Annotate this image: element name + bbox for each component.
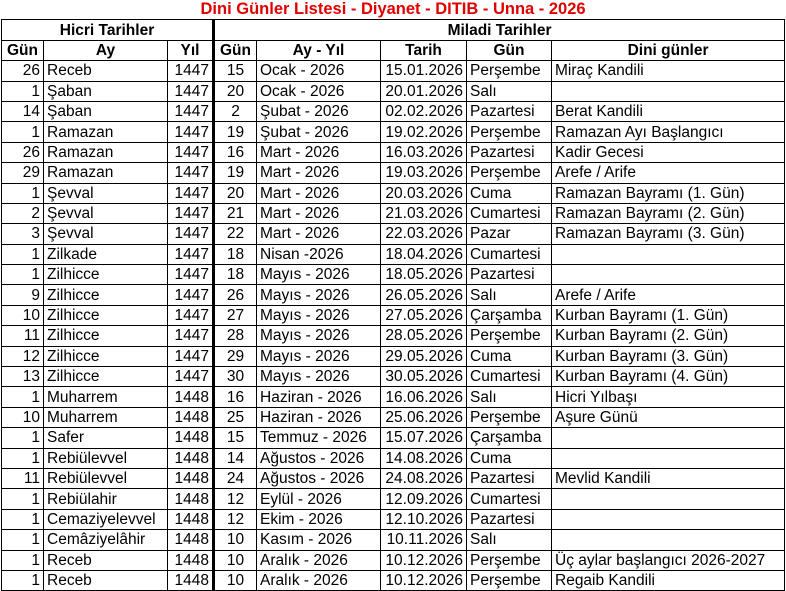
- hicri-day-cell: 3: [2, 224, 44, 244]
- table-row: [2, 142, 785, 162]
- date-cell: 12.09.2026: [381, 489, 467, 509]
- miladi-day-cell: 21: [214, 203, 257, 223]
- miladi-month-year-cell: Mayıs - 2026: [257, 305, 381, 325]
- date-cell: 18.04.2026: [381, 244, 467, 264]
- religious-day-cell: Kurban Bayramı (3. Gün): [552, 346, 785, 366]
- col-hicri-ay: Ay: [44, 40, 168, 60]
- religious-day-cell: [552, 489, 785, 509]
- miladi-month-year-cell: Ekim - 2026: [257, 509, 381, 529]
- religious-day-cell: Kadir Gecesi: [552, 142, 785, 162]
- table-row: [2, 387, 785, 407]
- weekday-cell: Cumartesi: [467, 367, 552, 387]
- hicri-year-cell: 1447: [168, 285, 214, 305]
- miladi-month-year-cell: Mart - 2026: [257, 142, 381, 162]
- religious-day-cell: Hicri Yılbaşı: [552, 387, 785, 407]
- hicri-month-cell: Zilhicce: [44, 346, 168, 366]
- table-row: [2, 224, 785, 244]
- miladi-month-year-cell: Temmuz - 2026: [257, 428, 381, 448]
- hicri-year-cell: 1447: [168, 346, 214, 366]
- hicri-day-cell: 1: [2, 183, 44, 203]
- hicri-day-cell: 2: [2, 203, 44, 223]
- hicri-month-cell: Muharrem: [44, 387, 168, 407]
- title-row: [2, 0, 785, 20]
- hicri-day-cell: 1: [2, 387, 44, 407]
- hicri-month-cell: Zilhicce: [44, 265, 168, 285]
- religious-day-cell: Ramazan Bayramı (2. Gün): [552, 203, 785, 223]
- hicri-day-cell: 1: [2, 265, 44, 285]
- hicri-year-cell: 1447: [168, 101, 214, 121]
- weekday-cell: Salı: [467, 81, 552, 101]
- weekday-cell: Çarşamba: [467, 428, 552, 448]
- hicri-month-cell: Zilkade: [44, 244, 168, 264]
- table-row: [2, 265, 785, 285]
- religious-day-cell: Ramazan Bayramı (1. Gün): [552, 183, 785, 203]
- hicri-year-cell: 1448: [168, 570, 214, 590]
- religious-day-cell: [552, 81, 785, 101]
- table-row: [2, 163, 785, 183]
- miladi-day-cell: 12: [214, 509, 257, 529]
- table-row: [2, 530, 785, 550]
- weekday-cell: Cumartesi: [467, 489, 552, 509]
- hicri-month-cell: Receb: [44, 61, 168, 81]
- miladi-day-cell: 28: [214, 326, 257, 346]
- miladi-month-year-cell: Aralık - 2026: [257, 550, 381, 570]
- weekday-cell: Cumartesi: [467, 203, 552, 223]
- religious-day-cell: [552, 265, 785, 285]
- weekday-cell: Salı: [467, 387, 552, 407]
- table-row: [2, 285, 785, 305]
- religious-day-cell: Miraç Kandili: [552, 61, 785, 81]
- miladi-month-year-cell: Haziran - 2026: [257, 407, 381, 427]
- hicri-year-cell: 1448: [168, 468, 214, 488]
- col-weekday: Gün: [467, 40, 552, 60]
- miladi-month-year-cell: Ağustos - 2026: [257, 468, 381, 488]
- miladi-day-cell: 26: [214, 285, 257, 305]
- weekday-cell: Perşembe: [467, 570, 552, 590]
- religious-day-cell: Arefe / Arife: [552, 285, 785, 305]
- table-row: [2, 367, 785, 387]
- table-row: [2, 489, 785, 509]
- sheet-title: Dini Günler Listesi - Diyanet - DITIB - Unna - 2026: [200, 0, 586, 19]
- hicri-day-cell: 26: [2, 61, 44, 81]
- hicri-day-cell: 1: [2, 448, 44, 468]
- hicri-year-cell: 1447: [168, 326, 214, 346]
- date-cell: 25.06.2026: [381, 407, 467, 427]
- miladi-month-year-cell: Mayıs - 2026: [257, 285, 381, 305]
- weekday-cell: Cumartesi: [467, 244, 552, 264]
- hicri-year-cell: 1447: [168, 244, 214, 264]
- weekday-cell: Pazartesi: [467, 142, 552, 162]
- miladi-day-cell: 27: [214, 305, 257, 325]
- miladi-day-cell: 19: [214, 122, 257, 142]
- hicri-day-cell: 29: [2, 163, 44, 183]
- hicri-day-cell: 10: [2, 305, 44, 325]
- weekday-cell: Perşembe: [467, 326, 552, 346]
- col-hicri-yil: Yıl: [168, 40, 214, 60]
- hicri-month-cell: Rebiülevvel: [44, 468, 168, 488]
- hicri-year-cell: 1447: [168, 203, 214, 223]
- date-cell: 18.05.2026: [381, 265, 467, 285]
- miladi-month-year-cell: Eylül - 2026: [257, 489, 381, 509]
- miladi-day-cell: 12: [214, 489, 257, 509]
- miladi-month-year-cell: Haziran - 2026: [257, 387, 381, 407]
- miladi-day-cell: 16: [214, 387, 257, 407]
- hicri-year-cell: 1447: [168, 61, 214, 81]
- date-cell: 20.03.2026: [381, 183, 467, 203]
- table-row: [2, 61, 785, 81]
- hicri-year-cell: 1447: [168, 183, 214, 203]
- date-cell: 10.12.2026: [381, 550, 467, 570]
- weekday-cell: Perşembe: [467, 407, 552, 427]
- religious-day-cell: Regaib Kandili: [552, 570, 785, 590]
- hicri-day-cell: 1: [2, 509, 44, 529]
- hicri-year-cell: 1448: [168, 550, 214, 570]
- date-cell: 26.05.2026: [381, 285, 467, 305]
- hicri-day-cell: 26: [2, 142, 44, 162]
- date-cell: 15.01.2026: [381, 61, 467, 81]
- hicri-year-cell: 1448: [168, 387, 214, 407]
- hicri-day-cell: 1: [2, 570, 44, 590]
- hicri-month-cell: Ramazan: [44, 163, 168, 183]
- weekday-cell: Pazartesi: [467, 468, 552, 488]
- hicri-month-cell: Ramazan: [44, 142, 168, 162]
- miladi-month-year-cell: Mart - 2026: [257, 224, 381, 244]
- hicri-group-header: Hicri Tarihler: [2, 20, 214, 40]
- miladi-day-cell: 24: [214, 468, 257, 488]
- weekday-cell: Cuma: [467, 346, 552, 366]
- religious-day-cell: [552, 244, 785, 264]
- table-row: [2, 570, 785, 590]
- hicri-month-cell: Şaban: [44, 101, 168, 121]
- table-row: [2, 244, 785, 264]
- date-cell: 22.03.2026: [381, 224, 467, 244]
- hicri-year-cell: 1447: [168, 265, 214, 285]
- hicri-month-cell: Cemaziyelevvel: [44, 509, 168, 529]
- religious-day-cell: Ramazan Ayı Başlangıcı: [552, 122, 785, 142]
- column-header-row: [2, 40, 785, 60]
- miladi-day-cell: 25: [214, 407, 257, 427]
- date-cell: 20.01.2026: [381, 81, 467, 101]
- hicri-day-cell: 1: [2, 81, 44, 101]
- miladi-day-cell: 15: [214, 61, 257, 81]
- hicri-day-cell: 1: [2, 530, 44, 550]
- hicri-year-cell: 1447: [168, 305, 214, 325]
- hicri-year-cell: 1448: [168, 509, 214, 529]
- hicri-day-cell: 12: [2, 346, 44, 366]
- date-cell: 21.03.2026: [381, 203, 467, 223]
- hicri-year-cell: 1447: [168, 224, 214, 244]
- date-cell: 28.05.2026: [381, 326, 467, 346]
- hicri-year-cell: 1448: [168, 407, 214, 427]
- dini-gunler-table: [1, 0, 785, 591]
- miladi-month-year-cell: Mart - 2026: [257, 163, 381, 183]
- hicri-year-cell: 1447: [168, 142, 214, 162]
- hicri-month-cell: Safer: [44, 428, 168, 448]
- weekday-cell: Salı: [467, 530, 552, 550]
- religious-day-cell: Kurban Bayramı (4. Gün): [552, 367, 785, 387]
- group-header-row: [2, 20, 785, 40]
- miladi-month-year-cell: Mart - 2026: [257, 183, 381, 203]
- miladi-day-cell: 16: [214, 142, 257, 162]
- table-row: [2, 122, 785, 142]
- miladi-month-year-cell: Şubat - 2026: [257, 101, 381, 121]
- hicri-month-cell: Receb: [44, 570, 168, 590]
- miladi-month-year-cell: Şubat - 2026: [257, 122, 381, 142]
- religious-day-cell: Üç aylar başlangıcı 2026-2027: [552, 550, 785, 570]
- date-cell: 16.03.2026: [381, 142, 467, 162]
- miladi-day-cell: 30: [214, 367, 257, 387]
- col-miladi-ay-yil: Ay - Yıl: [257, 40, 381, 60]
- hicri-month-cell: Şevval: [44, 203, 168, 223]
- hicri-day-cell: 1: [2, 122, 44, 142]
- weekday-cell: Perşembe: [467, 163, 552, 183]
- miladi-month-year-cell: Mayıs - 2026: [257, 265, 381, 285]
- hicri-month-cell: Receb: [44, 550, 168, 570]
- miladi-month-year-cell: Mayıs - 2026: [257, 346, 381, 366]
- hicri-day-cell: 9: [2, 285, 44, 305]
- weekday-cell: Perşembe: [467, 550, 552, 570]
- miladi-month-year-cell: Aralık - 2026: [257, 570, 381, 590]
- religious-day-cell: Mevlid Kandili: [552, 468, 785, 488]
- hicri-year-cell: 1448: [168, 428, 214, 448]
- date-cell: 02.02.2026: [381, 101, 467, 121]
- weekday-cell: Çarşamba: [467, 305, 552, 325]
- hicri-year-cell: 1447: [168, 81, 214, 101]
- miladi-month-year-cell: Mayıs - 2026: [257, 367, 381, 387]
- hicri-month-cell: Şaban: [44, 81, 168, 101]
- hicri-year-cell: 1447: [168, 163, 214, 183]
- miladi-day-cell: 10: [214, 530, 257, 550]
- hicri-month-cell: Rebiülahir: [44, 489, 168, 509]
- date-cell: 19.03.2026: [381, 163, 467, 183]
- miladi-day-cell: 15: [214, 428, 257, 448]
- religious-day-cell: Aşure Günü: [552, 407, 785, 427]
- religious-day-cell: [552, 509, 785, 529]
- hicri-month-cell: Zilhicce: [44, 285, 168, 305]
- table-row: [2, 326, 785, 346]
- table-row: [2, 101, 785, 121]
- miladi-month-year-cell: Mart - 2026: [257, 203, 381, 223]
- hicri-month-cell: Zilhicce: [44, 305, 168, 325]
- miladi-month-year-cell: Ocak - 2026: [257, 61, 381, 81]
- weekday-cell: Pazartesi: [467, 509, 552, 529]
- religious-day-cell: [552, 448, 785, 468]
- hicri-month-cell: Ramazan: [44, 122, 168, 142]
- hicri-day-cell: 1: [2, 489, 44, 509]
- table-row: [2, 550, 785, 570]
- miladi-month-year-cell: Mayıs - 2026: [257, 326, 381, 346]
- hicri-month-cell: Şevval: [44, 183, 168, 203]
- table-row: [2, 509, 785, 529]
- hicri-month-cell: Muharrem: [44, 407, 168, 427]
- miladi-month-year-cell: Ağustos - 2026: [257, 448, 381, 468]
- date-cell: 27.05.2026: [381, 305, 467, 325]
- hicri-month-cell: Cemâziyelâhir: [44, 530, 168, 550]
- hicri-year-cell: 1447: [168, 122, 214, 142]
- religious-day-cell: Berat Kandili: [552, 101, 785, 121]
- religious-day-cell: Kurban Bayramı (1. Gün): [552, 305, 785, 325]
- miladi-day-cell: 10: [214, 550, 257, 570]
- miladi-day-cell: 22: [214, 224, 257, 244]
- date-cell: 30.05.2026: [381, 367, 467, 387]
- weekday-cell: Pazartesi: [467, 101, 552, 121]
- miladi-day-cell: 2: [214, 101, 257, 121]
- miladi-day-cell: 14: [214, 448, 257, 468]
- table-row: [2, 81, 785, 101]
- date-cell: 14.08.2026: [381, 448, 467, 468]
- miladi-day-cell: 20: [214, 81, 257, 101]
- hicri-day-cell: 1: [2, 244, 44, 264]
- date-cell: 10.11.2026: [381, 530, 467, 550]
- weekday-cell: Perşembe: [467, 61, 552, 81]
- hicri-day-cell: 11: [2, 326, 44, 346]
- hicri-day-cell: 11: [2, 468, 44, 488]
- date-cell: 10.12.2026: [381, 570, 467, 590]
- col-tarih: Tarih: [381, 40, 467, 60]
- table-row: [2, 428, 785, 448]
- weekday-cell: Pazar: [467, 224, 552, 244]
- weekday-cell: Cuma: [467, 448, 552, 468]
- hicri-day-cell: 13: [2, 367, 44, 387]
- table-row: [2, 448, 785, 468]
- religious-day-cell: Ramazan Bayramı (3. Gün): [552, 224, 785, 244]
- date-cell: 24.08.2026: [381, 468, 467, 488]
- weekday-cell: Pazartesi: [467, 265, 552, 285]
- col-hicri-gun: Gün: [2, 40, 44, 60]
- hicri-year-cell: 1448: [168, 489, 214, 509]
- weekday-cell: Cuma: [467, 183, 552, 203]
- weekday-cell: Salı: [467, 285, 552, 305]
- date-cell: 15.07.2026: [381, 428, 467, 448]
- hicri-month-cell: Zilhicce: [44, 326, 168, 346]
- miladi-day-cell: 19: [214, 163, 257, 183]
- date-cell: 29.05.2026: [381, 346, 467, 366]
- weekday-cell: Perşembe: [467, 122, 552, 142]
- religious-day-cell: [552, 428, 785, 448]
- date-cell: 12.10.2026: [381, 509, 467, 529]
- hicri-year-cell: 1448: [168, 530, 214, 550]
- hicri-month-cell: Zilhicce: [44, 367, 168, 387]
- table-row: [2, 203, 785, 223]
- miladi-day-cell: 18: [214, 244, 257, 264]
- date-cell: 16.06.2026: [381, 387, 467, 407]
- table-row: [2, 468, 785, 488]
- miladi-group-header: Miladi Tarihler: [214, 20, 785, 40]
- table-row: [2, 183, 785, 203]
- hicri-year-cell: 1447: [168, 367, 214, 387]
- hicri-day-cell: 1: [2, 550, 44, 570]
- date-cell: 19.02.2026: [381, 122, 467, 142]
- col-dini-gunler: Dini günler: [552, 40, 785, 60]
- hicri-day-cell: 10: [2, 407, 44, 427]
- col-miladi-gun: Gün: [214, 40, 257, 60]
- hicri-day-cell: 1: [2, 428, 44, 448]
- hicri-day-cell: 14: [2, 101, 44, 121]
- religious-day-cell: Kurban Bayramı (2. Gün): [552, 326, 785, 346]
- hicri-month-cell: Şevval: [44, 224, 168, 244]
- religious-day-cell: Arefe / Arife: [552, 163, 785, 183]
- table-row: [2, 305, 785, 325]
- hicri-year-cell: 1448: [168, 448, 214, 468]
- miladi-day-cell: 18: [214, 265, 257, 285]
- table-row: [2, 346, 785, 366]
- miladi-month-year-cell: Ocak - 2026: [257, 81, 381, 101]
- miladi-day-cell: 10: [214, 570, 257, 590]
- hicri-month-cell: Rebiülevvel: [44, 448, 168, 468]
- miladi-day-cell: 29: [214, 346, 257, 366]
- miladi-day-cell: 20: [214, 183, 257, 203]
- table-row: [2, 407, 785, 427]
- miladi-month-year-cell: Nisan -2026: [257, 244, 381, 264]
- miladi-month-year-cell: Kasım - 2026: [257, 530, 381, 550]
- religious-day-cell: [552, 530, 785, 550]
